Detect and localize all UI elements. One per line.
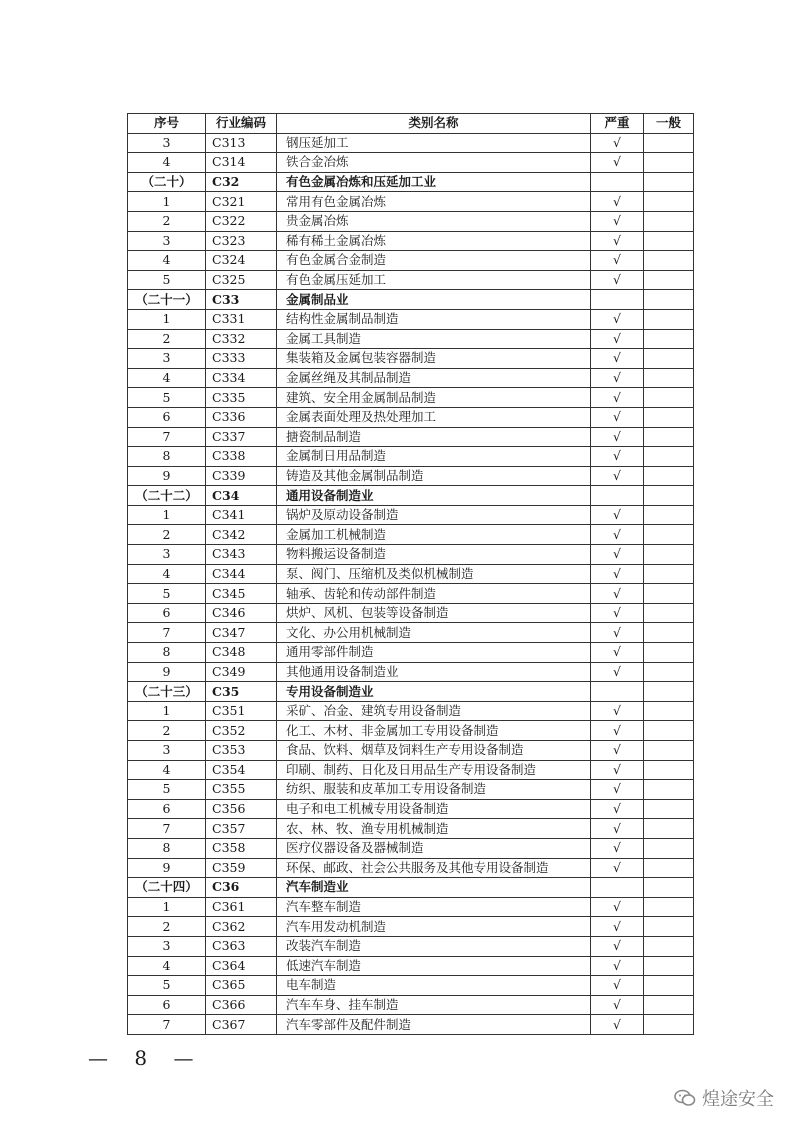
cell-code: C343 [206,545,277,565]
cell-general [644,545,694,565]
cell-code: C353 [206,741,277,761]
table-row [128,466,694,486]
cell-general [644,329,694,349]
table-row [128,447,694,467]
header-severe: 严重 [591,114,644,134]
table-row [128,231,694,251]
cell-severe: √ [591,819,644,839]
cell-seq: 2 [128,525,206,545]
cell-seq: 2 [128,329,206,349]
cell-general [644,309,694,329]
cell-code: C33 [206,290,277,310]
cell-name: 泵、阀门、压缩机及类似机械制造 [277,564,591,584]
cell-code: C334 [206,368,277,388]
cell-name: 结构性金属制品制造 [277,309,591,329]
table-row [128,721,694,741]
cell-seq: 9 [128,858,206,878]
table-row [128,211,694,231]
cell-seq: （二十） [128,172,206,192]
cell-severe: √ [591,799,644,819]
cell-code: C348 [206,643,277,663]
cell-general [644,584,694,604]
cell-severe: √ [591,780,644,800]
cell-seq: 3 [128,741,206,761]
table-section-row [128,682,694,702]
table-section-row [128,172,694,192]
cell-seq: 7 [128,427,206,447]
cell-name: 汽车整车制造 [277,897,591,917]
cell-name: 金属制日用品制造 [277,447,591,467]
cell-seq: 2 [128,211,206,231]
cell-severe: √ [591,564,644,584]
table-row [128,427,694,447]
cell-general [644,643,694,663]
cell-name: 金属制品业 [277,290,591,310]
cell-general [644,662,694,682]
cell-seq: 1 [128,505,206,525]
cell-general [644,838,694,858]
cell-seq: 1 [128,897,206,917]
cell-code: C346 [206,603,277,623]
cell-code: C323 [206,231,277,251]
cell-name: 汽车用发动机制造 [277,917,591,937]
cell-code: C342 [206,525,277,545]
cell-name: 钢压延加工 [277,133,591,153]
cell-code: C34 [206,486,277,506]
table-row [128,956,694,976]
cell-code: C36 [206,878,277,898]
cell-general [644,525,694,545]
cell-name: 印刷、制药、日化及日用品生产专用设备制造 [277,760,591,780]
cell-severe [591,290,644,310]
cell-seq: （二十三） [128,682,206,702]
cell-name: 有色金属冶炼和压延加工业 [277,172,591,192]
cell-seq: 4 [128,368,206,388]
cell-name: 贵金属冶炼 [277,211,591,231]
cell-name: 金属表面处理及热处理加工 [277,407,591,427]
cell-general [644,995,694,1015]
table-row [128,153,694,173]
cell-code: C358 [206,838,277,858]
cell-code: C322 [206,211,277,231]
cell-severe: √ [591,329,644,349]
cell-seq: 7 [128,819,206,839]
wechat-icon [674,1089,696,1107]
table-row [128,309,694,329]
cell-general [644,564,694,584]
cell-code: C337 [206,427,277,447]
cell-seq: 1 [128,701,206,721]
cell-seq: （二十二） [128,486,206,506]
cell-general [644,858,694,878]
cell-general [644,211,694,231]
cell-seq: 1 [128,309,206,329]
cell-seq: 6 [128,799,206,819]
cell-general [644,917,694,937]
cell-severe: √ [591,349,644,369]
table-row [128,995,694,1015]
cell-name: 低速汽车制造 [277,956,591,976]
cell-code: C324 [206,251,277,271]
table-row [128,780,694,800]
cell-name: 铸造及其他金属制品制造 [277,466,591,486]
cell-severe: √ [591,643,644,663]
cell-name: 汽车零部件及配件制造 [277,1015,591,1035]
cell-general [644,956,694,976]
cell-code: C366 [206,995,277,1015]
cell-name: 金属工具制造 [277,329,591,349]
cell-name: 医疗仪器设备及器械制造 [277,838,591,858]
table-row [128,799,694,819]
cell-severe: √ [591,956,644,976]
cell-code: C367 [206,1015,277,1035]
cell-code: C339 [206,466,277,486]
cell-severe: √ [591,838,644,858]
cell-seq: 8 [128,838,206,858]
watermark [674,1085,774,1111]
cell-code: C357 [206,819,277,839]
cell-code: C341 [206,505,277,525]
cell-general [644,701,694,721]
cell-severe: √ [591,741,644,761]
cell-code: C361 [206,897,277,917]
cell-code: C351 [206,701,277,721]
table-row [128,976,694,996]
cell-general [644,603,694,623]
cell-name: 常用有色金属冶炼 [277,192,591,212]
table-row [128,564,694,584]
cell-code: C332 [206,329,277,349]
watermark-text: 煌途安全 [702,1089,774,1110]
cell-name: 通用设备制造业 [277,486,591,506]
cell-seq: 9 [128,466,206,486]
cell-general [644,936,694,956]
cell-name: 搪瓷制品制造 [277,427,591,447]
table-row [128,662,694,682]
cell-seq: 7 [128,623,206,643]
cell-name: 金属丝绳及其制品制造 [277,368,591,388]
cell-general [644,133,694,153]
table-row [128,936,694,956]
cell-severe: √ [591,309,644,329]
table-row [128,388,694,408]
cell-name: 汽车车身、挂车制造 [277,995,591,1015]
cell-seq: 3 [128,545,206,565]
table-row [128,545,694,565]
cell-severe: √ [591,858,644,878]
table-row [128,349,694,369]
cell-code: C364 [206,956,277,976]
cell-severe: √ [591,701,644,721]
cell-code: C338 [206,447,277,467]
cell-name: 采矿、冶金、建筑专用设备制造 [277,701,591,721]
table-row [128,838,694,858]
cell-seq: 3 [128,349,206,369]
cell-name: 烘炉、风机、包装等设备制造 [277,603,591,623]
cell-seq: 5 [128,780,206,800]
table-section-row [128,486,694,506]
cell-code: C365 [206,976,277,996]
table-row [128,525,694,545]
cell-general [644,407,694,427]
cell-name: 锅炉及原动设备制造 [277,505,591,525]
cell-code: C363 [206,936,277,956]
table-row [128,819,694,839]
cell-name: 稀有稀土金属冶炼 [277,231,591,251]
cell-code: C345 [206,584,277,604]
cell-severe: √ [591,505,644,525]
table-row [128,858,694,878]
cell-code: C344 [206,564,277,584]
cell-seq: 5 [128,388,206,408]
table-row [128,603,694,623]
cell-name: 有色金属合金制造 [277,251,591,271]
cell-severe [591,172,644,192]
cell-name: 集装箱及金属包装容器制造 [277,349,591,369]
cell-severe [591,682,644,702]
cell-severe: √ [591,211,644,231]
table-row [128,505,694,525]
cell-seq: 4 [128,760,206,780]
cell-seq: 2 [128,917,206,937]
table-row [128,701,694,721]
cell-general [644,760,694,780]
cell-general [644,819,694,839]
cell-severe [591,486,644,506]
cell-name: 农、林、牧、渔专用机械制造 [277,819,591,839]
table-row [128,192,694,212]
cell-severe: √ [591,192,644,212]
cell-code: C354 [206,760,277,780]
cell-severe: √ [591,427,644,447]
cell-severe: √ [591,760,644,780]
cell-severe: √ [591,897,644,917]
cell-code: C313 [206,133,277,153]
cell-code: C325 [206,270,277,290]
cell-code: C314 [206,153,277,173]
cell-name: 其他通用设备制造业 [277,662,591,682]
cell-general [644,721,694,741]
table-row [128,270,694,290]
cell-severe: √ [591,917,644,937]
cell-general [644,976,694,996]
table-row [128,329,694,349]
cell-seq: 3 [128,231,206,251]
table-row [128,584,694,604]
cell-seq: 4 [128,564,206,584]
cell-code: C333 [206,349,277,369]
cell-severe: √ [591,466,644,486]
cell-seq: 2 [128,721,206,741]
cell-code: C336 [206,407,277,427]
cell-seq: 3 [128,936,206,956]
cell-severe: √ [591,936,644,956]
cell-seq: 5 [128,584,206,604]
cell-code: C347 [206,623,277,643]
cell-name: 改装汽车制造 [277,936,591,956]
cell-general [644,486,694,506]
cell-name: 化工、木材、非金属加工专用设备制造 [277,721,591,741]
table-row [128,407,694,427]
cell-general [644,623,694,643]
cell-general [644,153,694,173]
cell-general [644,270,694,290]
cell-general [644,349,694,369]
cell-code: C362 [206,917,277,937]
cell-severe: √ [591,231,644,251]
header-name: 类别名称 [277,114,591,134]
cell-seq: 8 [128,643,206,663]
cell-severe: √ [591,1015,644,1035]
cell-severe: √ [591,662,644,682]
cell-code: C35 [206,682,277,702]
cell-code: C352 [206,721,277,741]
cell-general [644,290,694,310]
cell-seq: （二十四） [128,878,206,898]
cell-severe: √ [591,721,644,741]
cell-general [644,1015,694,1035]
cell-name: 建筑、安全用金属制品制造 [277,388,591,408]
cell-name: 物料搬运设备制造 [277,545,591,565]
cell-name: 有色金属压延加工 [277,270,591,290]
cell-seq: 8 [128,447,206,467]
cell-severe [591,878,644,898]
cell-name: 电子和电工机械专用设备制造 [277,799,591,819]
cell-name: 金属加工机械制造 [277,525,591,545]
cell-seq: 6 [128,995,206,1015]
cell-general [644,368,694,388]
table-row [128,897,694,917]
table-section-row [128,878,694,898]
table-row [128,623,694,643]
cell-general [644,251,694,271]
cell-general [644,388,694,408]
table-body [128,133,694,1034]
cell-severe: √ [591,407,644,427]
cell-general [644,799,694,819]
cell-general [644,878,694,898]
cell-seq: 7 [128,1015,206,1035]
table-row [128,643,694,663]
cell-seq: 4 [128,251,206,271]
header-seq: 序号 [128,114,206,134]
cell-name: 食品、饮料、烟草及饲料生产专用设备制造 [277,741,591,761]
cell-severe: √ [591,251,644,271]
cell-severe: √ [591,525,644,545]
header-general: 一般 [644,114,694,134]
cell-severe: √ [591,133,644,153]
table-row [128,760,694,780]
cell-general [644,505,694,525]
cell-name: 轴承、齿轮和传动部件制造 [277,584,591,604]
cell-seq: 5 [128,270,206,290]
industry-category-table [127,113,694,1035]
cell-severe: √ [591,976,644,996]
cell-severe: √ [591,545,644,565]
cell-seq: 5 [128,976,206,996]
page-number: — 8 — [88,1046,204,1070]
table-row [128,917,694,937]
cell-seq: 1 [128,192,206,212]
cell-seq: 4 [128,153,206,173]
cell-severe: √ [591,270,644,290]
cell-severe: √ [591,603,644,623]
cell-general [644,780,694,800]
cell-name: 汽车制造业 [277,878,591,898]
cell-seq: （二十一） [128,290,206,310]
cell-name: 电车制造 [277,976,591,996]
cell-severe: √ [591,584,644,604]
cell-name: 纺织、服装和皮革加工专用设备制造 [277,780,591,800]
cell-seq: 3 [128,133,206,153]
cell-code: C32 [206,172,277,192]
cell-code: C359 [206,858,277,878]
cell-general [644,427,694,447]
cell-severe: √ [591,995,644,1015]
table-header-row [128,114,694,134]
cell-code: C321 [206,192,277,212]
header-code: 行业编码 [206,114,277,134]
cell-code: C335 [206,388,277,408]
table-row [128,741,694,761]
cell-severe: √ [591,447,644,467]
table-row [128,1015,694,1035]
cell-severe: √ [591,368,644,388]
cell-name: 文化、办公用机械制造 [277,623,591,643]
cell-general [644,741,694,761]
cell-seq: 4 [128,956,206,976]
cell-seq: 9 [128,662,206,682]
cell-general [644,682,694,702]
cell-name: 环保、邮政、社会公共服务及其他专用设备制造 [277,858,591,878]
cell-general [644,192,694,212]
cell-general [644,897,694,917]
cell-name: 铁合金冶炼 [277,153,591,173]
cell-severe: √ [591,623,644,643]
cell-name: 通用零部件制造 [277,643,591,663]
cell-severe: √ [591,388,644,408]
cell-seq: 6 [128,407,206,427]
cell-name: 专用设备制造业 [277,682,591,702]
cell-general [644,447,694,467]
cell-code: C355 [206,780,277,800]
cell-seq: 6 [128,603,206,623]
table-row [128,251,694,271]
cell-code: C331 [206,309,277,329]
cell-code: C349 [206,662,277,682]
cell-severe: √ [591,153,644,173]
table-section-row [128,290,694,310]
cell-general [644,231,694,251]
cell-code: C356 [206,799,277,819]
cell-general [644,466,694,486]
cell-general [644,172,694,192]
table-row [128,368,694,388]
table-row [128,133,694,153]
